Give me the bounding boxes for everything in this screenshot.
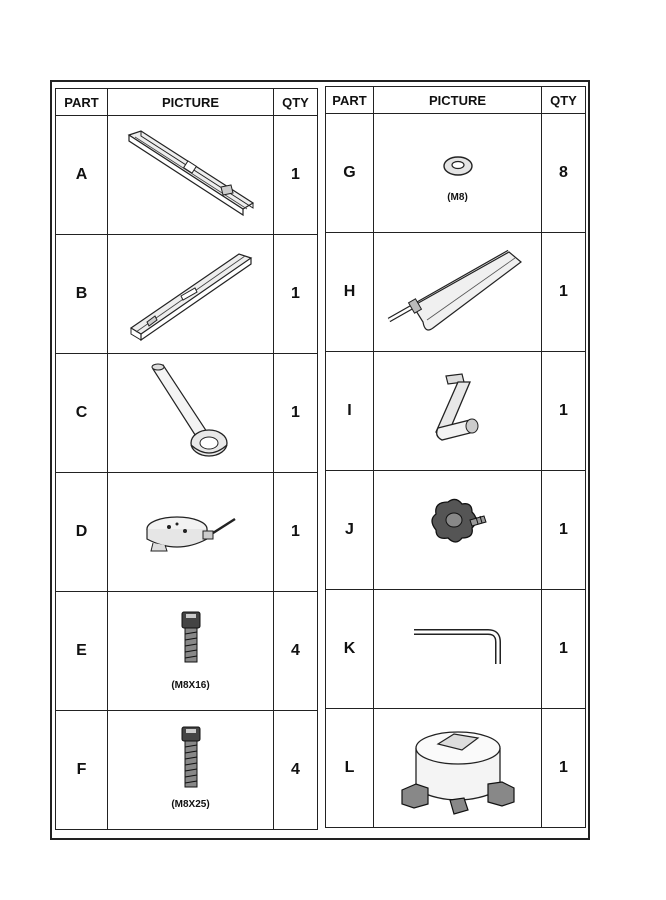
- part-header: PART: [326, 87, 374, 114]
- size-label: (M8X25): [171, 799, 210, 810]
- qty-value: 8: [542, 114, 586, 233]
- part-letter: G: [326, 114, 374, 233]
- size-label: (M8X16): [171, 680, 210, 691]
- part-letter: F: [56, 711, 108, 830]
- table-row: [56, 711, 318, 830]
- table-row: [56, 354, 318, 473]
- part-header: PART: [56, 89, 108, 116]
- part-letter: L: [326, 709, 374, 828]
- awning-roller-icon: [383, 233, 533, 342]
- picture-header: PICTURE: [108, 89, 274, 116]
- flanged-post-icon: [131, 354, 251, 465]
- qty-value: 1: [274, 354, 318, 473]
- crank-handle-icon: [418, 352, 498, 456]
- qty-header: QTY: [542, 87, 586, 114]
- part-letter: A: [56, 116, 108, 235]
- qty-value: 1: [542, 233, 586, 352]
- rail-b-icon: [121, 235, 261, 344]
- qty-value: 1: [274, 473, 318, 592]
- long-bolt-icon: [171, 711, 211, 795]
- rail-a-icon: [121, 116, 261, 225]
- qty-value: 1: [542, 590, 586, 709]
- part-letter: D: [56, 473, 108, 592]
- short-bolt-icon: [171, 592, 211, 670]
- qty-header: QTY: [274, 89, 318, 116]
- header-row: [326, 87, 586, 114]
- qty-value: 1: [542, 709, 586, 828]
- qty-value: 1: [542, 471, 586, 590]
- allen-key-icon: [408, 590, 508, 674]
- table-row: [326, 590, 586, 709]
- qty-value: 1: [274, 235, 318, 354]
- rotating-base-plate-icon: [131, 473, 251, 573]
- part-letter: K: [326, 590, 374, 709]
- base-housing-icon: [398, 709, 518, 818]
- table-row: [326, 471, 586, 590]
- part-letter: J: [326, 471, 374, 590]
- part-letter: C: [56, 354, 108, 473]
- star-knob-icon: [418, 471, 498, 570]
- table-row: [56, 592, 318, 711]
- parts-table-left: [55, 88, 318, 830]
- size-label: (M8): [447, 192, 468, 203]
- table-row: [326, 233, 586, 352]
- part-letter: I: [326, 352, 374, 471]
- qty-value: 1: [274, 116, 318, 235]
- table-row: [56, 473, 318, 592]
- picture-header: PICTURE: [374, 87, 542, 114]
- header-row: [56, 89, 318, 116]
- table-row: [56, 235, 318, 354]
- table-row: [326, 352, 586, 471]
- parts-table-right: [325, 86, 586, 828]
- qty-value: 4: [274, 711, 318, 830]
- part-letter: B: [56, 235, 108, 354]
- table-row: [326, 709, 586, 828]
- table-row: [326, 114, 586, 233]
- washer-icon: [438, 114, 478, 182]
- qty-value: 4: [274, 592, 318, 711]
- qty-value: 1: [542, 352, 586, 471]
- part-letter: H: [326, 233, 374, 352]
- table-row: [56, 116, 318, 235]
- part-letter: E: [56, 592, 108, 711]
